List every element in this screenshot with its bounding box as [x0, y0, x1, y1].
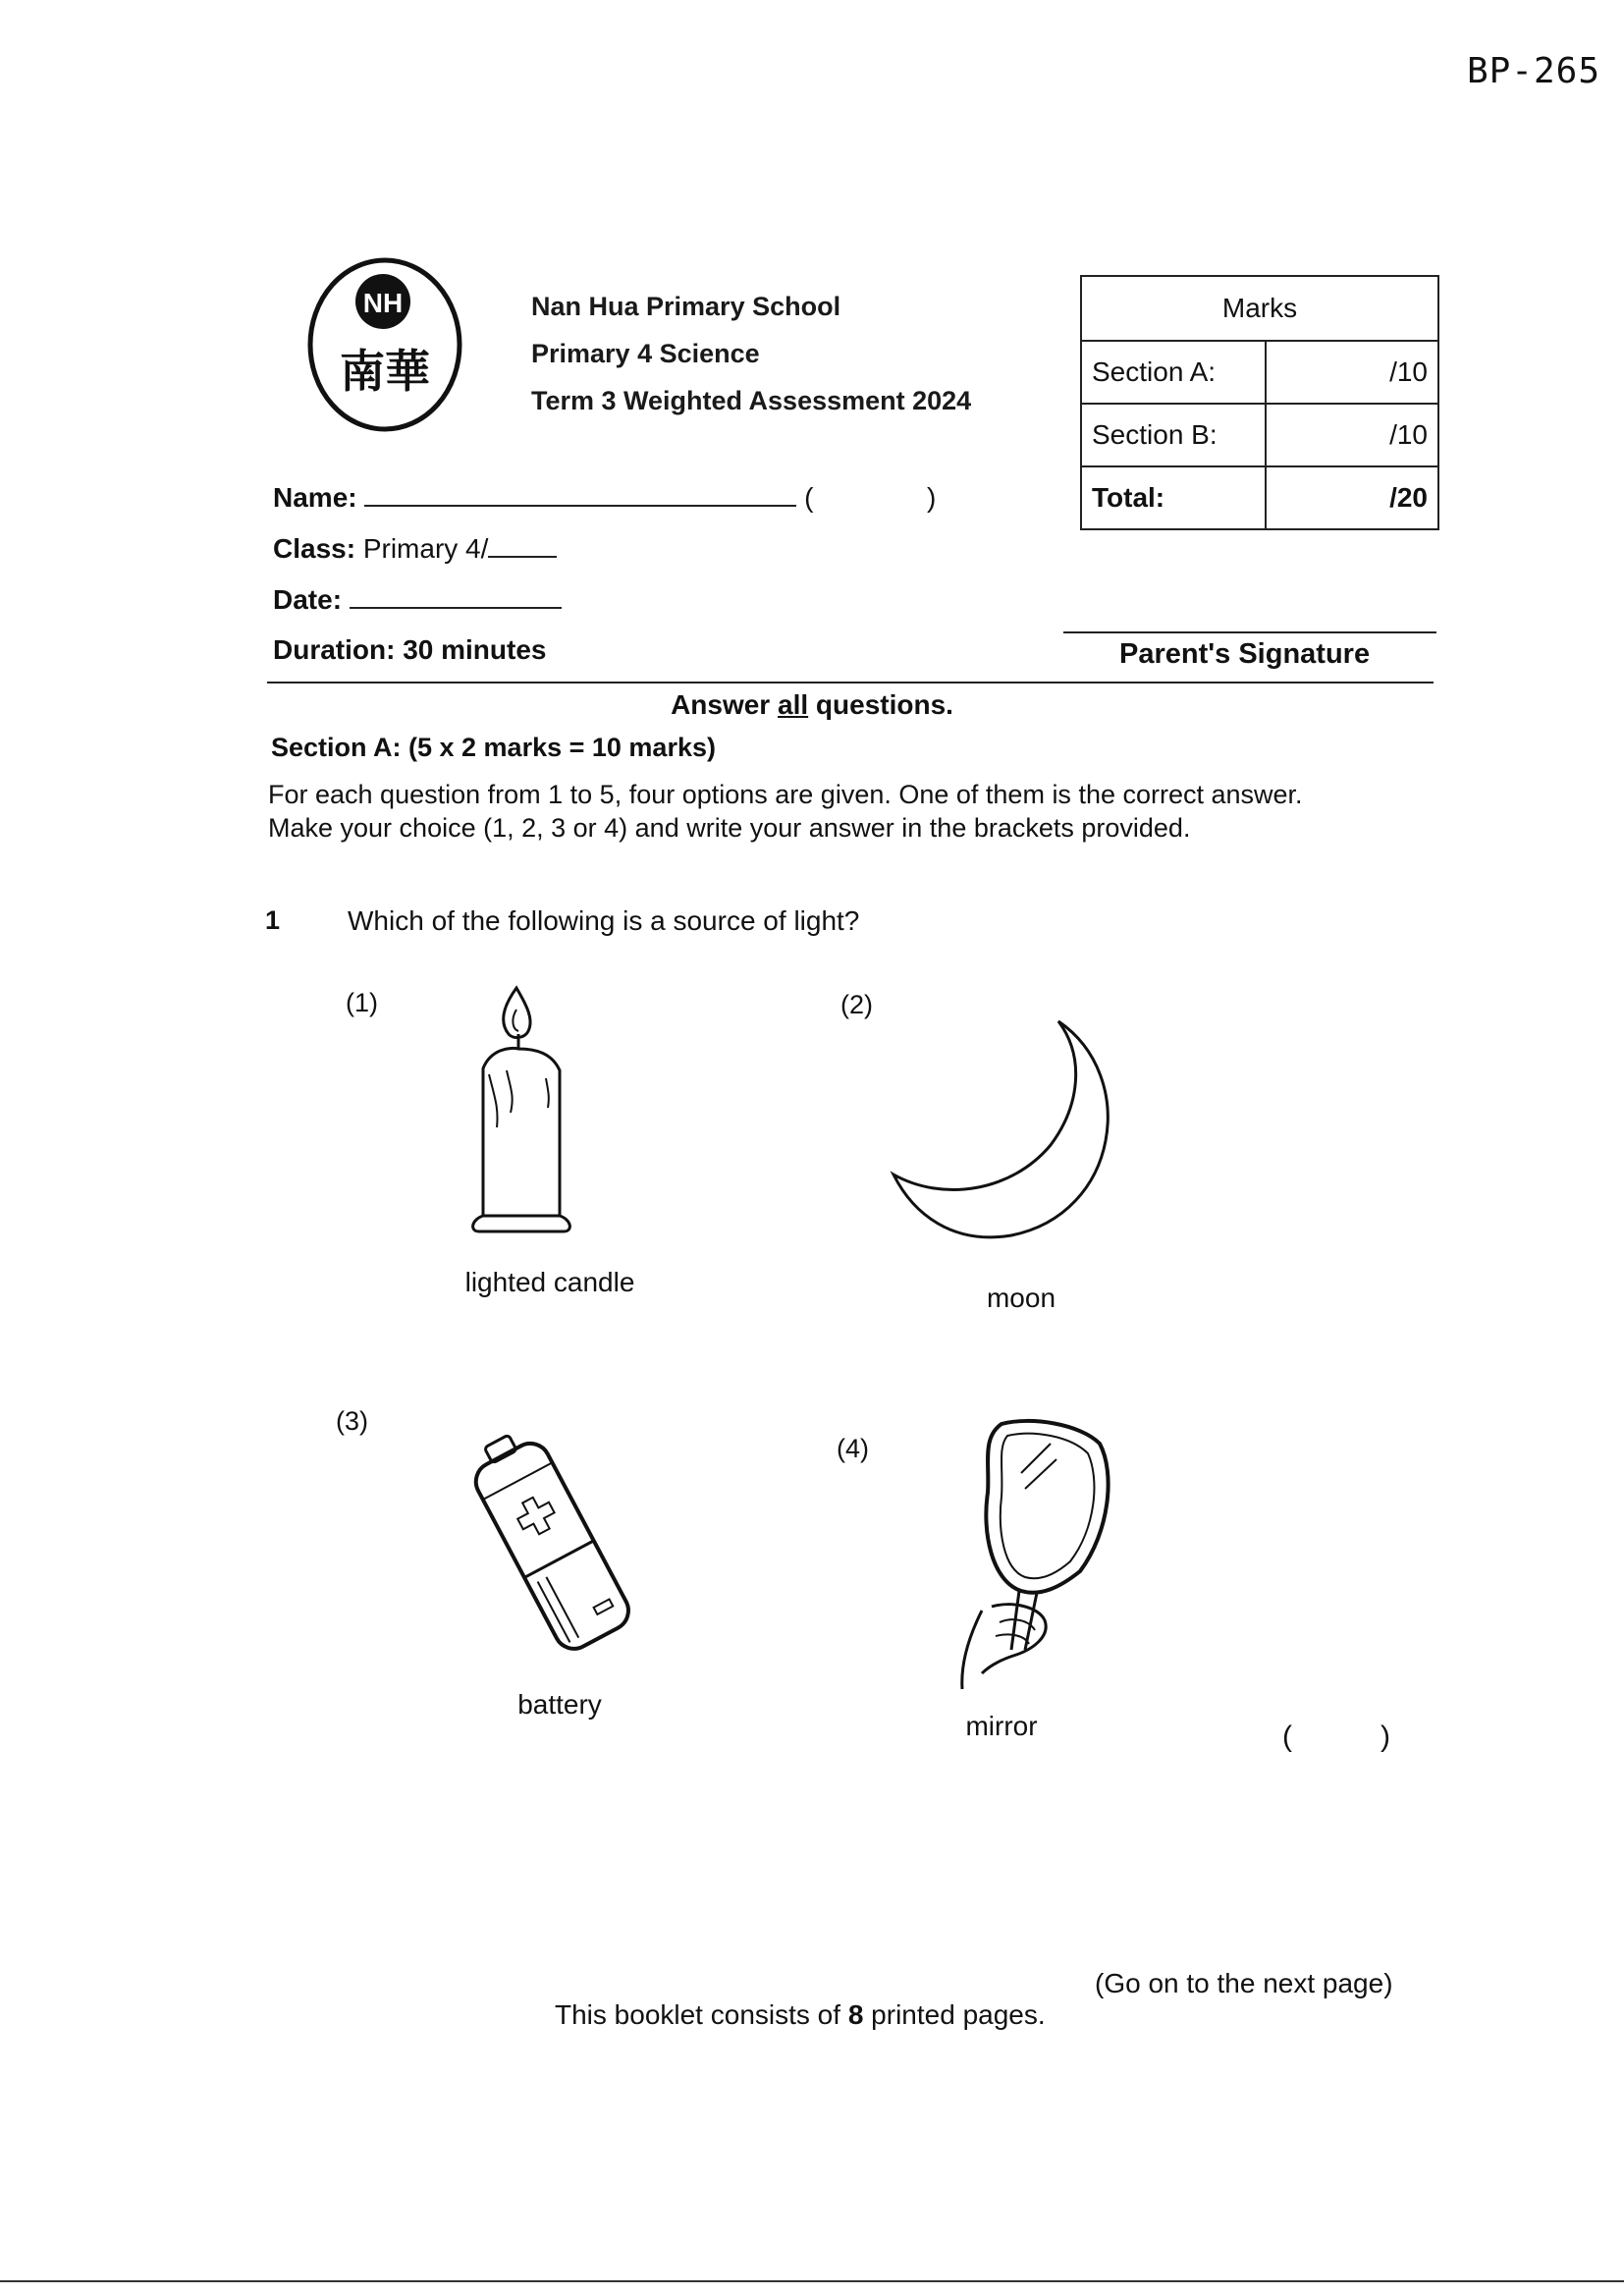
- marks-header: Marks: [1081, 276, 1438, 341]
- class-value: Primary 4/: [362, 533, 489, 564]
- duration: Duration: 30 minutes: [273, 634, 547, 665]
- name-label: Name:: [273, 482, 357, 513]
- logo-top-text: NH: [362, 288, 404, 318]
- marks-row-total: [1081, 466, 1438, 529]
- marks-value[interactable]: /10: [1266, 341, 1438, 404]
- marks-label: Section A:: [1081, 341, 1266, 404]
- option-label: lighted candle: [464, 1267, 635, 1297]
- assessment-title: Term 3 Weighted Assessment 2024: [531, 386, 972, 415]
- option-number: (4): [837, 1434, 869, 1463]
- document-code: BP-265: [1466, 51, 1600, 91]
- section-a-heading: Section A: (5 x 2 marks = 10 marks): [271, 733, 716, 762]
- answer-open-bracket: (: [1282, 1721, 1292, 1753]
- marks-table: [1080, 275, 1439, 530]
- instructions: [268, 778, 1446, 845]
- name-input-line[interactable]: [364, 481, 796, 507]
- register-open-paren: (: [804, 482, 814, 513]
- logo-bottom-text: 南華: [340, 345, 430, 398]
- class-label: Class:: [273, 533, 356, 564]
- go-on-next-page: (Go on to the next page): [1095, 1968, 1393, 1998]
- marks-value[interactable]: /20: [1266, 466, 1438, 529]
- option-label: battery: [517, 1689, 602, 1720]
- subject: Primary 4 Science: [531, 339, 760, 368]
- marks-row-section-a: [1081, 341, 1438, 404]
- parent-signature-label: Parent's Signature: [1119, 638, 1371, 670]
- answer-underlined: all: [778, 689, 809, 720]
- answer-close-bracket: ): [1380, 1721, 1390, 1753]
- question-number: 1: [265, 905, 281, 935]
- school-logo-icon: [306, 257, 463, 432]
- instruction-line: For each question from 1 to 5, four options are given. One of them is the correct answer.: [268, 780, 1303, 809]
- battery-icon: [442, 1414, 658, 1674]
- school-logo: [306, 257, 463, 432]
- marks-value[interactable]: /10: [1266, 404, 1438, 466]
- school-name: Nan Hua Primary School: [531, 292, 841, 321]
- date-input-line[interactable]: [350, 583, 562, 609]
- name-field: [273, 481, 936, 514]
- mirror-icon: [943, 1414, 1119, 1714]
- pages-suffix: printed pages.: [863, 1999, 1046, 2030]
- option-label: moon: [986, 1283, 1056, 1313]
- option-label: mirror: [965, 1711, 1038, 1741]
- question-text: Which of the following is a source of light?: [348, 905, 860, 936]
- class-input-line[interactable]: [488, 532, 557, 558]
- school-heading: [531, 283, 971, 424]
- date-label: Date:: [273, 584, 343, 615]
- class-field: [273, 532, 557, 565]
- signature-line[interactable]: [1063, 631, 1436, 633]
- answer-prefix: Answer: [671, 689, 778, 720]
- instruction-line: Make your choice (1, 2, 3 or 4) and write your answer in the brackets provided.: [268, 813, 1191, 843]
- answer-input[interactable]: [1306, 1721, 1375, 1756]
- marks-row-section-b: [1081, 404, 1438, 466]
- register-close-paren: ): [927, 482, 937, 513]
- option-number: (1): [346, 988, 378, 1017]
- divider: [267, 682, 1434, 683]
- candle-icon: [461, 980, 579, 1250]
- pages-count: 8: [847, 1999, 864, 2030]
- moon-icon: [884, 1017, 1139, 1248]
- option-number: (3): [336, 1406, 368, 1436]
- marks-label: Total:: [1081, 466, 1266, 529]
- answer-suffix: questions.: [808, 689, 953, 720]
- pages-prefix: This booklet consists of: [555, 1999, 848, 2030]
- bottom-rule: [0, 2280, 1624, 2282]
- answer-all-instruction: [0, 689, 1624, 721]
- page-count-note: [555, 1999, 1046, 2031]
- marks-label: Section B:: [1081, 404, 1266, 466]
- date-field: [273, 583, 562, 616]
- option-number: (2): [840, 990, 873, 1019]
